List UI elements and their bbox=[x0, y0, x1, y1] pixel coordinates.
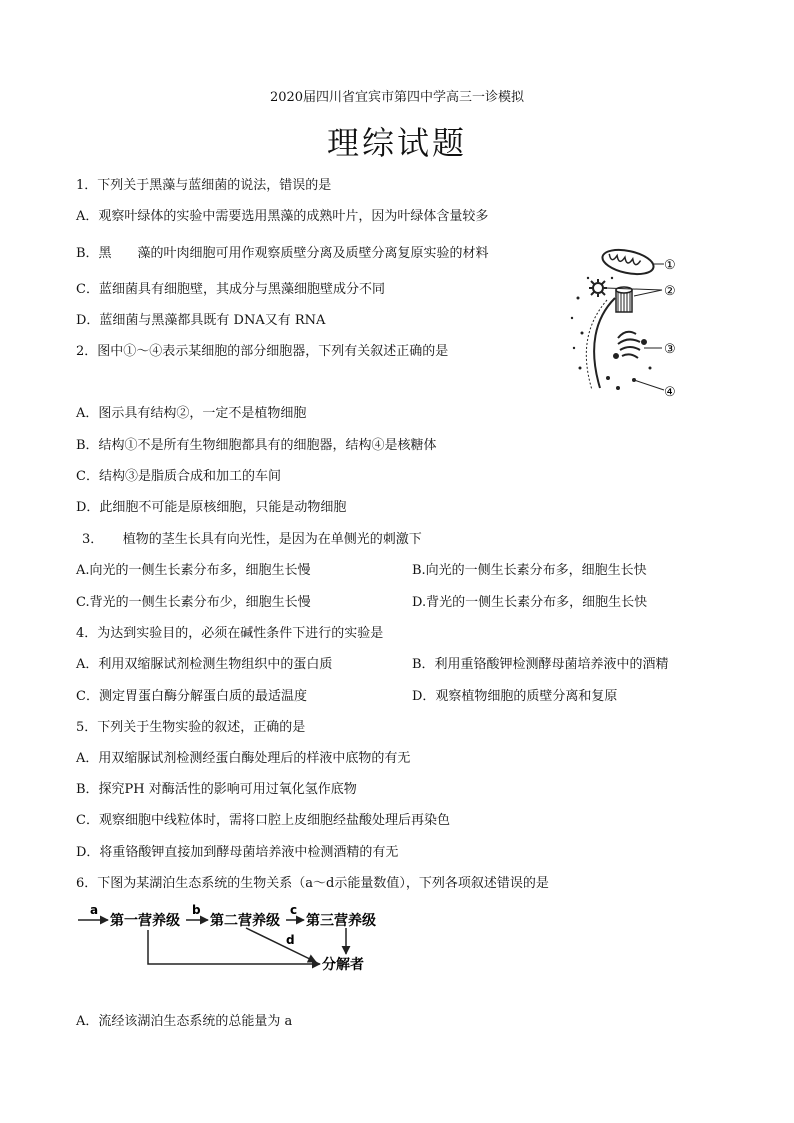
question-1-option-d: D．蓝细菌与黑藻都具既有 DNA又有 RNA bbox=[76, 313, 326, 328]
question-2-option-d: D．此细胞不可能是原核细胞，只能是动物细胞 bbox=[76, 500, 347, 515]
question-6-stem: 6．下图为某湖泊生态系统的生物关系（a～d示能量数值），下列各项叙述错误的是 bbox=[76, 876, 549, 891]
trophic-level-1: 第一营养级 bbox=[110, 913, 180, 929]
ribosome-dots bbox=[571, 277, 652, 390]
label-leader-lines bbox=[606, 264, 664, 390]
question-4-option-a: A．利用双缩脲试剂检测生物组织中的蛋白质 bbox=[76, 657, 333, 672]
question-3-stem: 3． 植物的茎生长具有向光性，是因为在单侧光的刺激下 bbox=[82, 532, 422, 547]
arrow-label-b: b bbox=[192, 903, 201, 917]
label-3: ③ bbox=[664, 342, 676, 357]
question-6-option-a: A．流经该湖泊生态系统的总能量为 a bbox=[76, 1014, 293, 1029]
question-2-option-a: A．图示具有结构②，一定不是植物细胞 bbox=[76, 406, 307, 421]
label-4: ④ bbox=[664, 385, 676, 400]
question-4-option-b: B．利用重铬酸钾检测酵母菌培养液中的酒精 bbox=[412, 657, 669, 672]
question-2-option-c: C．结构③是脂质合成和加工的车间 bbox=[76, 469, 281, 484]
trophic-level-3: 第三营养级 bbox=[306, 913, 376, 929]
centriole-cylinder bbox=[616, 287, 632, 312]
question-3-option-c: C.背光的一侧生长素分布少，细胞生长慢 bbox=[76, 595, 311, 610]
trophic-level-2: 第二营养级 bbox=[210, 913, 280, 929]
energy-flow-figure bbox=[76, 898, 416, 978]
exam-subtitle: 2020届四川省宜宾市第四中学高三一诊模拟 bbox=[269, 90, 525, 105]
question-5-option-b: B．探究PH 对酶活性的影响可用过氧化氢作底物 bbox=[76, 782, 357, 797]
question-1-option-a: A．观察叶绿体的实验中需要选用黑藻的成熟叶片，因为叶绿体含量较多 bbox=[76, 209, 489, 224]
label-2: ② bbox=[664, 284, 676, 299]
question-5-option-a: A．用双缩脲试剂检测经蛋白酶处理后的样液中底物的有无 bbox=[76, 751, 411, 766]
arrow-d bbox=[246, 928, 316, 962]
cell-organelle-figure bbox=[560, 238, 690, 403]
question-5-option-c: C．观察细胞中线粒体时，需将口腔上皮细胞经盐酸处理后再染色 bbox=[76, 813, 450, 828]
golgi-organelle bbox=[614, 332, 646, 358]
exam-title: 理综试题 bbox=[326, 124, 467, 162]
mitochondrion-organelle bbox=[600, 246, 655, 278]
question-3-option-a: A.向光的一侧生长素分布多，细胞生长慢 bbox=[76, 563, 311, 578]
question-1-option-b: B．黑 藻的叶肉细胞可用作观察质壁分离及质壁分离复原实验的材料 bbox=[76, 246, 489, 261]
arrow-label-d: d bbox=[286, 933, 295, 947]
question-1-option-c: C．蓝细菌具有细胞壁，其成分与黑藻细胞壁成分不同 bbox=[76, 282, 385, 297]
question-2-stem: 2．图中①～④表示某细胞的部分细胞器，下列有关叙述正确的是 bbox=[76, 344, 449, 359]
question-4-option-c: C．测定胃蛋白酶分解蛋白质的最适温度 bbox=[76, 689, 307, 704]
question-3-option-b: B.向光的一侧生长素分布多，细胞生长快 bbox=[412, 563, 647, 578]
question-1-stem: 1．下列关于黑藻与蓝细菌的说法，错误的是 bbox=[76, 178, 332, 193]
question-4-option-d: D．观察植物细胞的质壁分离和复原 bbox=[412, 689, 618, 704]
cell-organelle-svg bbox=[560, 238, 690, 403]
energy-flow-svg bbox=[76, 898, 416, 978]
question-5-stem: 5．下列关于生物实验的叙述，正确的是 bbox=[76, 720, 306, 735]
question-3-option-d: D.背光的一侧生长素分布多，细胞生长快 bbox=[412, 595, 648, 610]
cell-membrane-line bbox=[594, 298, 615, 388]
question-2-option-b: B．结构①不是所有生物细胞都具有的细胞器，结构④是核糖体 bbox=[76, 438, 437, 453]
arrow-label-c: c bbox=[290, 903, 298, 917]
arrow-label-a: a bbox=[90, 903, 99, 917]
decomposer-label: 分解者 bbox=[322, 957, 364, 973]
question-5-option-d: D．将重铬酸钾直接加到酵母菌培养液中检测酒精的有无 bbox=[76, 845, 399, 860]
question-4-stem: 4．为达到实验目的，必须在碱性条件下进行的实验是 bbox=[76, 626, 384, 641]
label-1: ① bbox=[664, 258, 676, 273]
centriole-organelle bbox=[589, 279, 607, 297]
